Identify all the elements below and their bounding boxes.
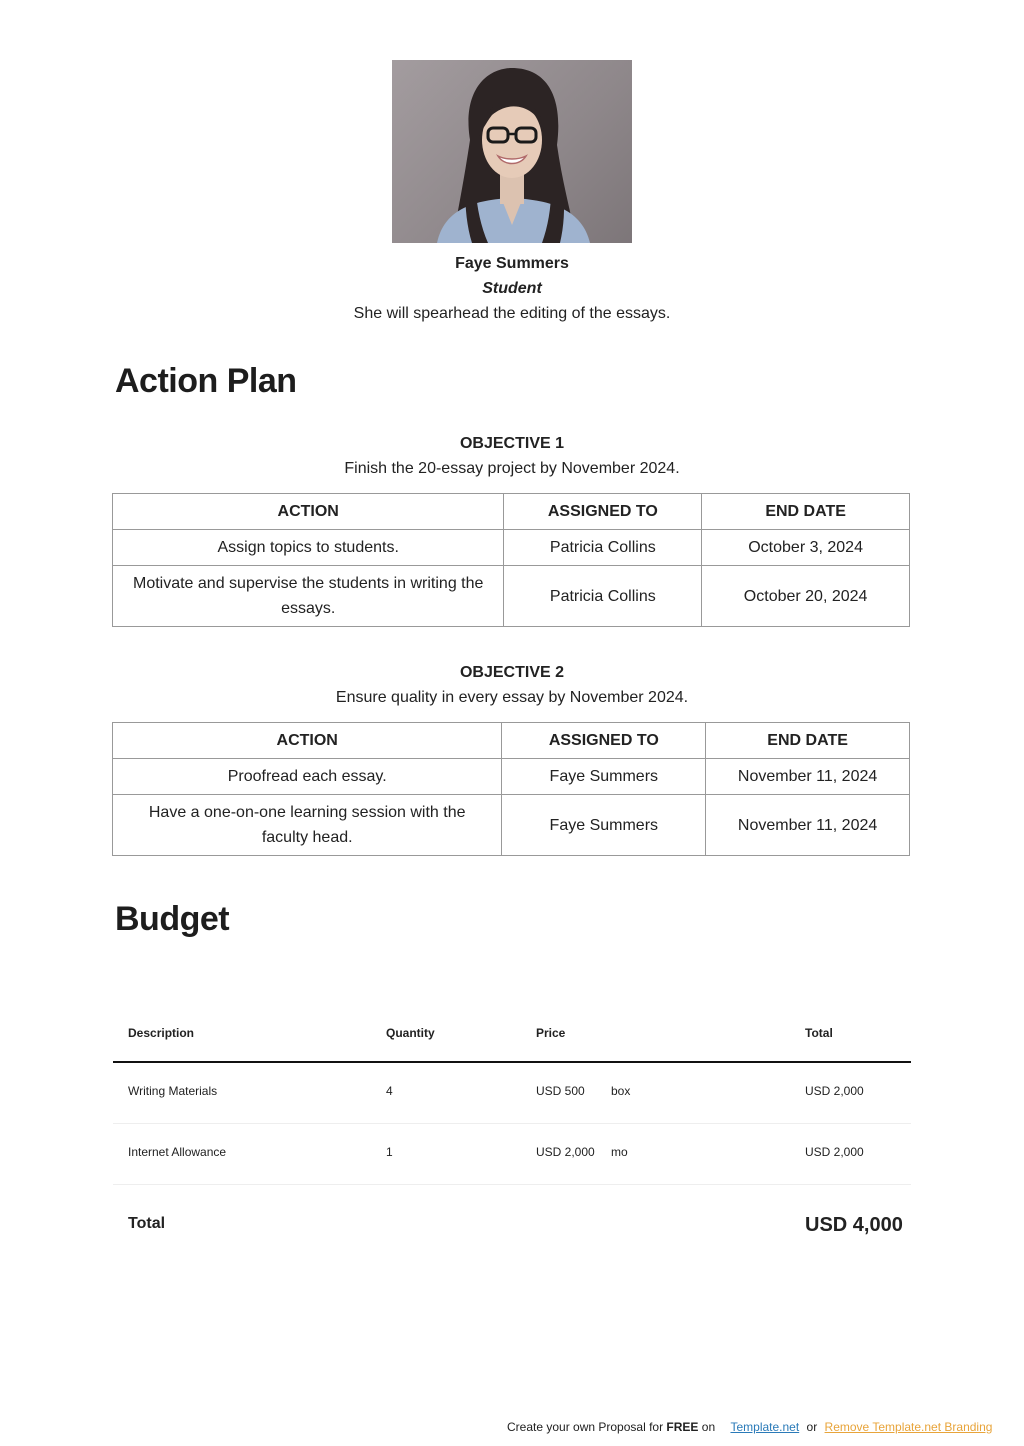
action-cell: Motivate and supervise the students in writing the essays.	[113, 566, 504, 627]
description-cell: Writing Materials	[128, 1084, 218, 1098]
unit-cell: mo	[611, 1145, 628, 1159]
objective-1-table	[112, 493, 910, 627]
assigned-to-cell: Faye Summers	[502, 795, 706, 856]
price-cell: USD 500	[536, 1084, 585, 1098]
budget-table	[113, 1005, 911, 1265]
total-value: USD 4,000	[805, 1214, 903, 1236]
table-row	[113, 795, 910, 856]
objective-2-description: Ensure quality in every essay by November 2024.	[335, 689, 689, 706]
template-net-link[interactable]: Template.net	[730, 1420, 800, 1434]
footer-on: on	[698, 1420, 716, 1434]
assigned-to-cell: Patricia Collins	[504, 530, 702, 566]
objective-2-title: OBJECTIVE 2	[459, 664, 565, 681]
action-plan-heading: Action Plan	[115, 362, 297, 400]
footer-or: or	[806, 1420, 818, 1434]
table-header-row	[113, 494, 910, 530]
table-row	[113, 759, 910, 795]
budget-total-row	[113, 1185, 911, 1265]
end-date-cell: October 20, 2024	[702, 566, 910, 627]
profile-photo	[392, 60, 632, 243]
table-row	[113, 566, 910, 627]
footer-free: FREE	[666, 1420, 699, 1434]
objective-1-title: OBJECTIVE 1	[459, 435, 565, 452]
profile-role: Student	[482, 280, 542, 297]
total-cell: USD 2,000	[805, 1145, 864, 1159]
column-header-quantity: Quantity	[386, 1026, 435, 1040]
footer-branding	[507, 1420, 992, 1434]
profile-description: She will spearhead the editing of the essays.	[353, 305, 671, 322]
budget-heading: Budget	[115, 900, 230, 938]
end-date-cell: November 11, 2024	[706, 795, 910, 856]
assigned-to-cell: Patricia Collins	[504, 566, 702, 627]
profile-name: Faye Summers	[455, 255, 569, 272]
column-header-action: ACTION	[113, 723, 502, 759]
column-header-total: Total	[805, 1026, 833, 1040]
column-header-action: ACTION	[113, 494, 504, 530]
objective-1-description: Finish the 20-essay project by November 2024.	[344, 460, 680, 477]
budget-header-row	[113, 1005, 911, 1063]
end-date-cell: October 3, 2024	[702, 530, 910, 566]
table-row	[113, 1124, 911, 1185]
action-cell: Assign topics to students.	[113, 530, 504, 566]
table-header-row	[113, 723, 910, 759]
column-header-assigned-to: ASSIGNED TO	[504, 494, 702, 530]
unit-cell: box	[611, 1084, 631, 1098]
assigned-to-cell: Faye Summers	[502, 759, 706, 795]
column-header-assigned-to: ASSIGNED TO	[502, 723, 706, 759]
table-row	[113, 1063, 911, 1124]
total-cell: USD 2,000	[805, 1084, 864, 1098]
column-header-description: Description	[128, 1026, 195, 1040]
column-header-end-date: END DATE	[702, 494, 910, 530]
objective-2-table	[112, 722, 910, 856]
quantity-cell: 4	[386, 1084, 393, 1098]
total-label: Total	[128, 1215, 166, 1232]
quantity-cell: 1	[386, 1145, 393, 1159]
action-cell: Have a one-on-one learning session with the faculty head.	[113, 795, 502, 856]
remove-branding-link[interactable]: Remove Template.net Branding	[824, 1420, 993, 1434]
column-header-end-date: END DATE	[706, 723, 910, 759]
table-row	[113, 530, 910, 566]
column-header-price: Price	[536, 1026, 566, 1040]
action-cell: Proofread each essay.	[113, 759, 502, 795]
end-date-cell: November 11, 2024	[706, 759, 910, 795]
description-cell: Internet Allowance	[128, 1145, 227, 1159]
footer-prefix: Create your own Proposal for	[507, 1420, 667, 1434]
price-cell: USD 2,000	[536, 1145, 595, 1159]
